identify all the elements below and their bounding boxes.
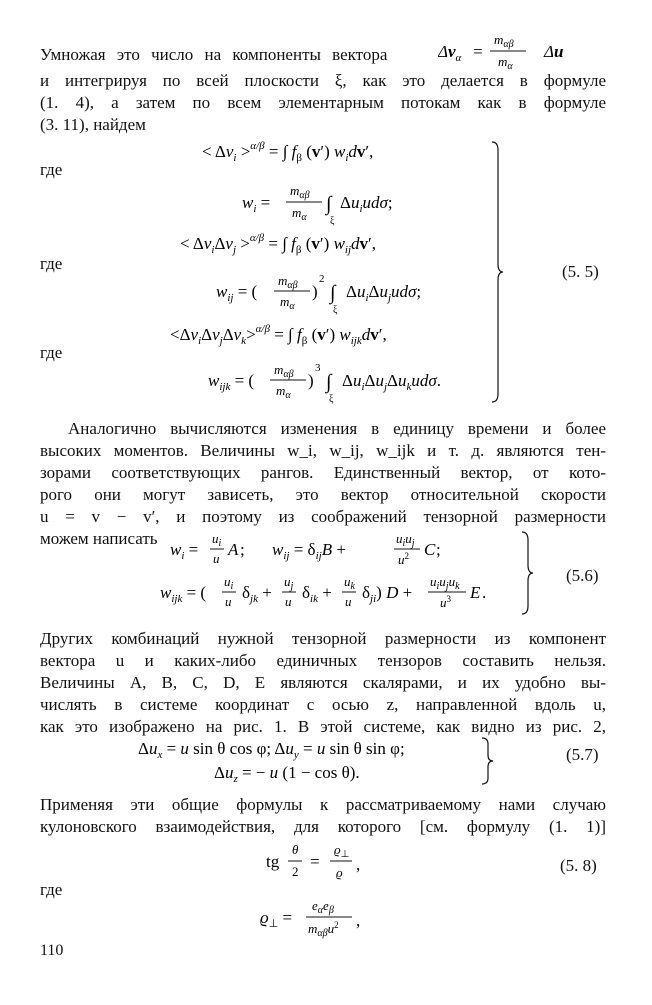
svg-text:ΔuiΔujudσ;: $\Delta u_i\Delta u_jud\sigma$; (346, 282, 422, 304)
svg-text:mαβ: $m_{\alpha\beta}$ (494, 32, 514, 50)
rho-perp-formula (260, 896, 380, 944)
svg-text:;: ; (436, 540, 441, 559)
svg-text:δji) D +: $\delta_{ji}$) D + (362, 583, 413, 605)
p2-line-2: высоких моментов. Величины w_i, w_ij, w_ijk и т. д. являются тен- (40, 441, 606, 460)
where-label-2: где (40, 254, 63, 273)
svg-text:< Δvi >α/β = ∫ fβ (v′) widv′,: < $\Delta v_i >^{\alpha/\beta}$ = ∫ $f_\beta$ (v′) $w_idv'$, (202, 140, 374, 164)
p3-line-1: Других комбинаций нужной тензорной размерности из компонент (40, 629, 606, 648)
where-label-1: где (40, 160, 63, 179)
svg-text:uj: $u_j$ (284, 574, 294, 592)
svg-text:=: = (472, 42, 484, 61)
svg-text:ϱ: ϱ (336, 865, 343, 880)
svg-text:uiujuk: $u_iu_ju_k$ (430, 574, 460, 592)
p4-line-1: Применяя эти общие формулы к рассматриваемому нами случаю (40, 795, 606, 814)
p2-line-5: u = v − v′, и поэтому из соображений тензорной размерности (40, 507, 606, 526)
svg-text:): ) (312, 282, 318, 301)
svg-text:wijk = (: $w_{ijk}$ = ( (208, 371, 255, 393)
svg-text:u: u (213, 551, 220, 566)
svg-text:mαβ: $m_{\alpha\beta}$ (290, 183, 310, 201)
svg-text:,: , (356, 911, 361, 930)
eq55-brace (490, 140, 504, 404)
svg-text:Δuiudσ;: $\Delta u_iud\sigma$; (340, 193, 393, 215)
svg-text:u2: $u^2$ (398, 551, 409, 567)
svg-text:wijk = (: $w_{ijk}$ = ( (160, 583, 207, 605)
svg-text:mα: $m_\alpha$ (498, 54, 513, 72)
svg-text:u3: $u^3$ (440, 594, 451, 610)
svg-text:u: u (285, 594, 292, 609)
svg-text:∫: ∫ (326, 371, 332, 393)
svg-text:mαβ: $m_{\alpha\beta}$ (274, 362, 294, 380)
svg-text:Δu: Δu (544, 42, 564, 61)
where-label-3: где (40, 343, 63, 362)
eq57-brace (480, 736, 494, 786)
svg-text:ui: $u_i$ (212, 531, 222, 549)
eq55-formulas (170, 130, 500, 410)
intro-paragraph (40, 70, 606, 136)
svg-text:ΔuiΔujΔukudσ.: $\Delta u_i\Delta u_j\Delta u_kud\sigma$. (342, 371, 441, 393)
svg-text:Δvα: $\Delta v_\alpha$ (438, 42, 462, 64)
svg-text:u: u (345, 594, 352, 609)
svg-text:mα: $m_\alpha$ (280, 294, 295, 312)
svg-text:δjk +: $\delta_{jk}$ + (242, 583, 272, 605)
p3-line-3: Величины A, B, C, D, E являются скалярами, и их удобно вы- (40, 673, 606, 692)
svg-text:ξ: ξ (330, 216, 335, 227)
paragraph-3 (40, 628, 606, 738)
eq56-number: (5.6) (566, 566, 599, 585)
svg-text:A: A (228, 540, 239, 559)
svg-text:eαeβ: $e_\alpha e_\beta$ (312, 898, 334, 916)
eq57-formulas (138, 734, 478, 788)
svg-text:mαβu2: $m_{\alpha\beta}u^2$ (308, 920, 339, 939)
eq57-number: (5.7) (566, 745, 599, 764)
svg-text:2: 2 (319, 273, 325, 285)
intro-first-line (40, 32, 606, 72)
svg-text:< ΔviΔvj >α/β = ∫ fβ (v′) wijd: < $\Delta v_i\Delta v_j >^{\alpha/\beta}$ = ∫ $f_\beta$ (v′) $w_{ij}dv'$, (180, 232, 376, 256)
svg-text:3: 3 (315, 362, 321, 374)
svg-text:2: 2 (292, 864, 299, 879)
paragraph-4 (40, 794, 606, 838)
svg-text:E: E (470, 583, 481, 602)
svg-text:.: . (482, 583, 487, 602)
p2-line-1: Аналогично вычисляются изменения в единицу времени и более (68, 419, 606, 438)
svg-text:wij = δijB +: $w_{ij} = \delta_{ij}B$ + (272, 540, 346, 562)
svg-text:C: C (424, 540, 436, 559)
svg-text:): ) (308, 371, 314, 390)
svg-text:ui: $u_i$ (224, 574, 234, 592)
svg-text:δik +: $\delta_{ik}$ + (302, 583, 332, 605)
svg-text:mαβ: $m_{\alpha\beta}$ (278, 273, 298, 291)
svg-text:uk: $u_k$ (344, 574, 355, 592)
svg-text:uiuj: $u_iu_j$ (396, 531, 415, 549)
eq56-formulas (160, 530, 510, 616)
svg-text:Δuz = − u (1 − cos θ).: $\Delta u_z$ = − u (1 − cos θ). (214, 763, 360, 785)
svg-text:ξ: ξ (333, 305, 338, 316)
p3-line-2: вектора u и каких-либо единичных тензоров составить нельзя. (40, 651, 606, 670)
svg-text:wi =: $w_i$ = (170, 540, 199, 562)
svg-text:Δux = u sin θ cos φ; Δuy = u: $\Delta u_x = u$ sin θ cos φ; $\Delta u_y = u$ sin θ sin φ; (138, 739, 405, 761)
p2-line-3: зорами соответствующих рангов. Единственный вектор, от кото- (40, 463, 606, 482)
p2-line-6: можем написать (40, 529, 158, 548)
svg-text:wi =: $w_i$ = (242, 193, 271, 215)
page-number: 110 (40, 942, 64, 959)
eq55-number: (5. 5) (562, 262, 599, 281)
svg-text:∫: ∫ (330, 282, 336, 304)
eq58-number: (5. 8) (560, 856, 597, 875)
p3-line-4: числять в системе координат с осью z, направленной вдоль u, (40, 695, 606, 714)
svg-text:ξ: ξ (329, 394, 334, 405)
p3-line-5: как это изображено на рис. 1. В этой системе, как видно из рис. 2, (40, 717, 606, 736)
svg-text:,: , (356, 855, 361, 874)
intro-prefix: Умножая это число на компоненты вектора (40, 45, 388, 64)
p2-line-4: рого они могут зависеть, это вектор относительной скорости (40, 485, 606, 504)
svg-text:<ΔviΔvjΔvk>α/β = ∫ fβ (v′) wij: $<\Delta v_i\Delta v_j\Delta v_k>^{\alpha/\beta}$ = ∫ $f_\beta$ (v′) $w_{ijk}dv'$, (170, 323, 387, 347)
svg-text:=: = (310, 852, 320, 871)
svg-text:∫: ∫ (326, 193, 332, 215)
svg-text:tg: tg (266, 852, 280, 871)
eq56-brace (520, 530, 534, 616)
intro-line-4: (3. 11), найдем (40, 115, 146, 134)
svg-text:;: ; (240, 540, 245, 559)
svg-text:mα: $m_\alpha$ (292, 205, 307, 223)
svg-text:u: u (225, 594, 232, 609)
svg-text:ϱ⊥ =: $ϱ_\perp$ = (260, 908, 293, 930)
intro-line-3: (1. 4), а затем по всем элементарным потокам как в формуле (40, 93, 606, 112)
eq58-formula (266, 840, 386, 886)
svg-text:mα: $m_\alpha$ (276, 383, 291, 401)
intro-line-2: и интегрируя по всей плоскости ξ, как это делается в формуле (40, 71, 606, 90)
p4-line-2: кулоновского взаимодействия, для которого [см. формулу (1. 1)] (40, 817, 606, 836)
where-label-final: где (40, 880, 63, 899)
svg-text:ϱ⊥: $ϱ_\perp$ (334, 842, 350, 860)
svg-text:wij = (: $w_{ij}$ = ( (216, 282, 258, 304)
svg-text:θ: θ (292, 842, 299, 857)
